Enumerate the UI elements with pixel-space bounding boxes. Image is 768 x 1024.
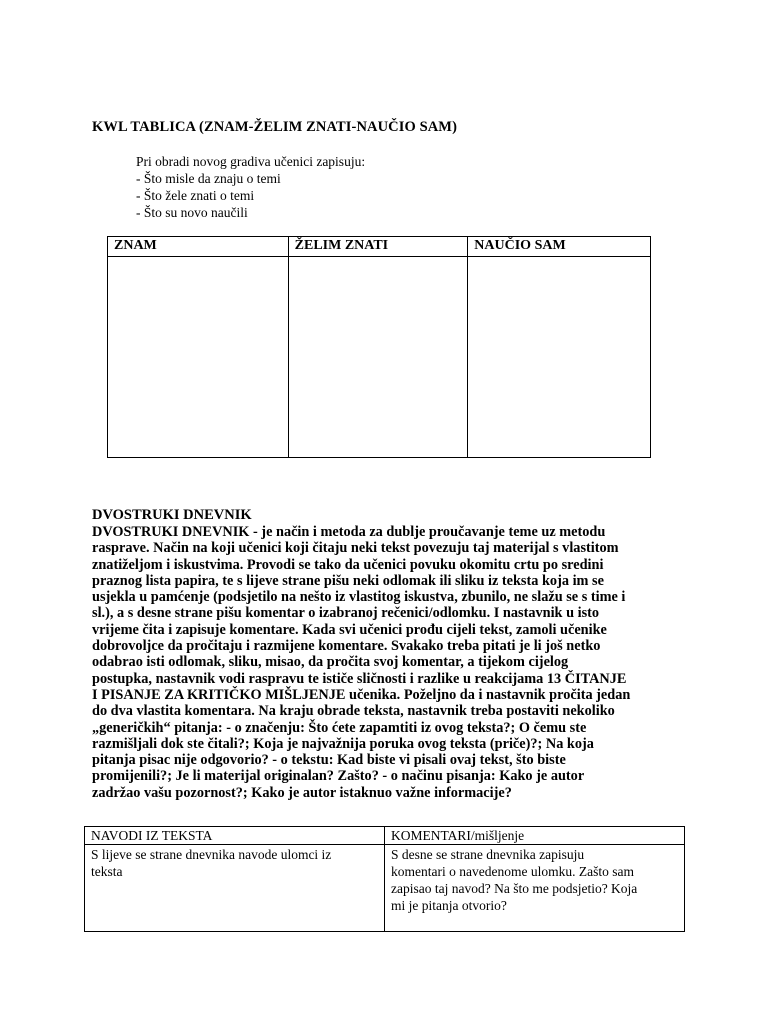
notes-header-navodi: NAVODI IZ TEKSTA xyxy=(85,827,385,845)
body-line: rasprave. Način na koji učenici koji čitaju neki tekst povezuju taj materijal s vlastitom xyxy=(92,540,619,557)
notes-header-komentari: KOMENTARI/mišljenje xyxy=(385,827,685,845)
kwl-header-znam: ZNAM xyxy=(108,237,289,257)
body-line: „generičkih“ pitanja: - o značenju: Što ćete zapamtiti iz ovog teksta?; O čemu ste xyxy=(92,719,587,736)
intro-line: Pri obradi novog gradiva učenici zapisuju: xyxy=(136,154,366,169)
kwl-cell-naucio-sam xyxy=(468,257,651,458)
notes-table xyxy=(84,826,685,932)
body-line: DVOSTRUKI DNEVNIK - je način i metoda za dublje proučavanje teme uz metodu xyxy=(92,524,606,540)
kwl-cell-zelim-znati xyxy=(288,257,468,458)
body-line: do dva vlastita komentara. Na kraju obrade teksta, nastavnik treba postaviti nekoliko xyxy=(92,703,615,720)
kwl-header-zelim-znati: ŽELIM ZNATI xyxy=(288,237,468,257)
kwl-cell-znam xyxy=(108,257,289,458)
cell-line: teksta xyxy=(91,864,123,879)
cell-line: mi je pitanja otvorio? xyxy=(391,898,507,913)
body-line: pitanja pisac nije odgovorio? - o tekstu: Kad biste vi pisali ovaj tekst, što biste xyxy=(92,752,566,769)
body-line: postupka, nastavnik vodi raspravu te ističe sličnosti i razlike u reakcijama 13 ČITANJE xyxy=(92,670,627,687)
body-line: sl.), a s desne strane pišu komentar o izabranoj rečenici/odlomku. I nastavnik u isto xyxy=(92,605,600,622)
notes-cell-left xyxy=(85,845,385,932)
body-line: usjekla u pamćenje (podsjetilo na nešto iz vlastitog iskustva, zbunilo, ne slažu se s time i xyxy=(92,589,626,606)
body-line: praznog lista papira, te s lijeve strane pišu neki odlomak ili sliku iz teksta koja im se xyxy=(92,572,604,589)
cell-line: komentari o navedenome ulomku. Zašto sam xyxy=(391,864,634,879)
body-line: razmišljali dok ste čitali?; Koja je najvažnija poruka ovog teksta (priče)?; Na koja xyxy=(92,735,594,752)
kwl-title: KWL TABLICA (ZNAM-ŽELIM ZNATI-NAUČIO SAM) xyxy=(92,119,458,135)
intro-line: - Što žele znati o temi xyxy=(136,188,255,203)
dnevnik-heading: DVOSTRUKI DNEVNIK xyxy=(92,507,252,523)
body-line: promijenili?; Je li materijal originalan? Zašto? - o načinu pisanja: Kako je autor xyxy=(92,768,585,785)
kwl-header-naucio-sam: NAUČIO SAM xyxy=(468,237,651,257)
dnevnik-body xyxy=(92,524,682,801)
intro-line: - Što misle da znaju o temi xyxy=(136,171,281,186)
cell-line: S desne se strane dnevnika zapisuju xyxy=(391,847,585,862)
body-line: vrijeme čita i zapisuje komentare. Kada svi učenici prođu cijeli tekst, zamoli učenike xyxy=(92,621,607,638)
kwl-intro xyxy=(136,153,365,221)
cell-line: zapisao taj navod? Na što me podsjetio? Koja xyxy=(391,881,638,896)
cell-line: S lijeve se strane dnevnika navode ulomci iz xyxy=(91,847,332,862)
body-line: I PISANJE ZA KRITIČKO MIŠLJENJE učenika. Poželjno da i nastavnik pročita jedan xyxy=(92,686,631,703)
body-line: znatiželjom i iskustvima. Provodi se tako da učenici povuku okomitu crtu po sredini xyxy=(92,556,604,573)
notes-cell-right xyxy=(385,845,685,932)
body-line: zadržao vašu pozornost?; Kako je autor istaknuo važne informacije? xyxy=(92,784,512,801)
body-line: dobrovoljce da pročitaju i razmijene komentare. Svakako treba pitati je li još netko xyxy=(92,638,601,655)
kwl-table xyxy=(107,236,651,458)
intro-line: - Što su novo naučili xyxy=(136,205,248,220)
body-line: odabrao isti odlomak, sliku, misao, da pročita svoj komentar, a tijekom cijelog xyxy=(92,654,569,671)
